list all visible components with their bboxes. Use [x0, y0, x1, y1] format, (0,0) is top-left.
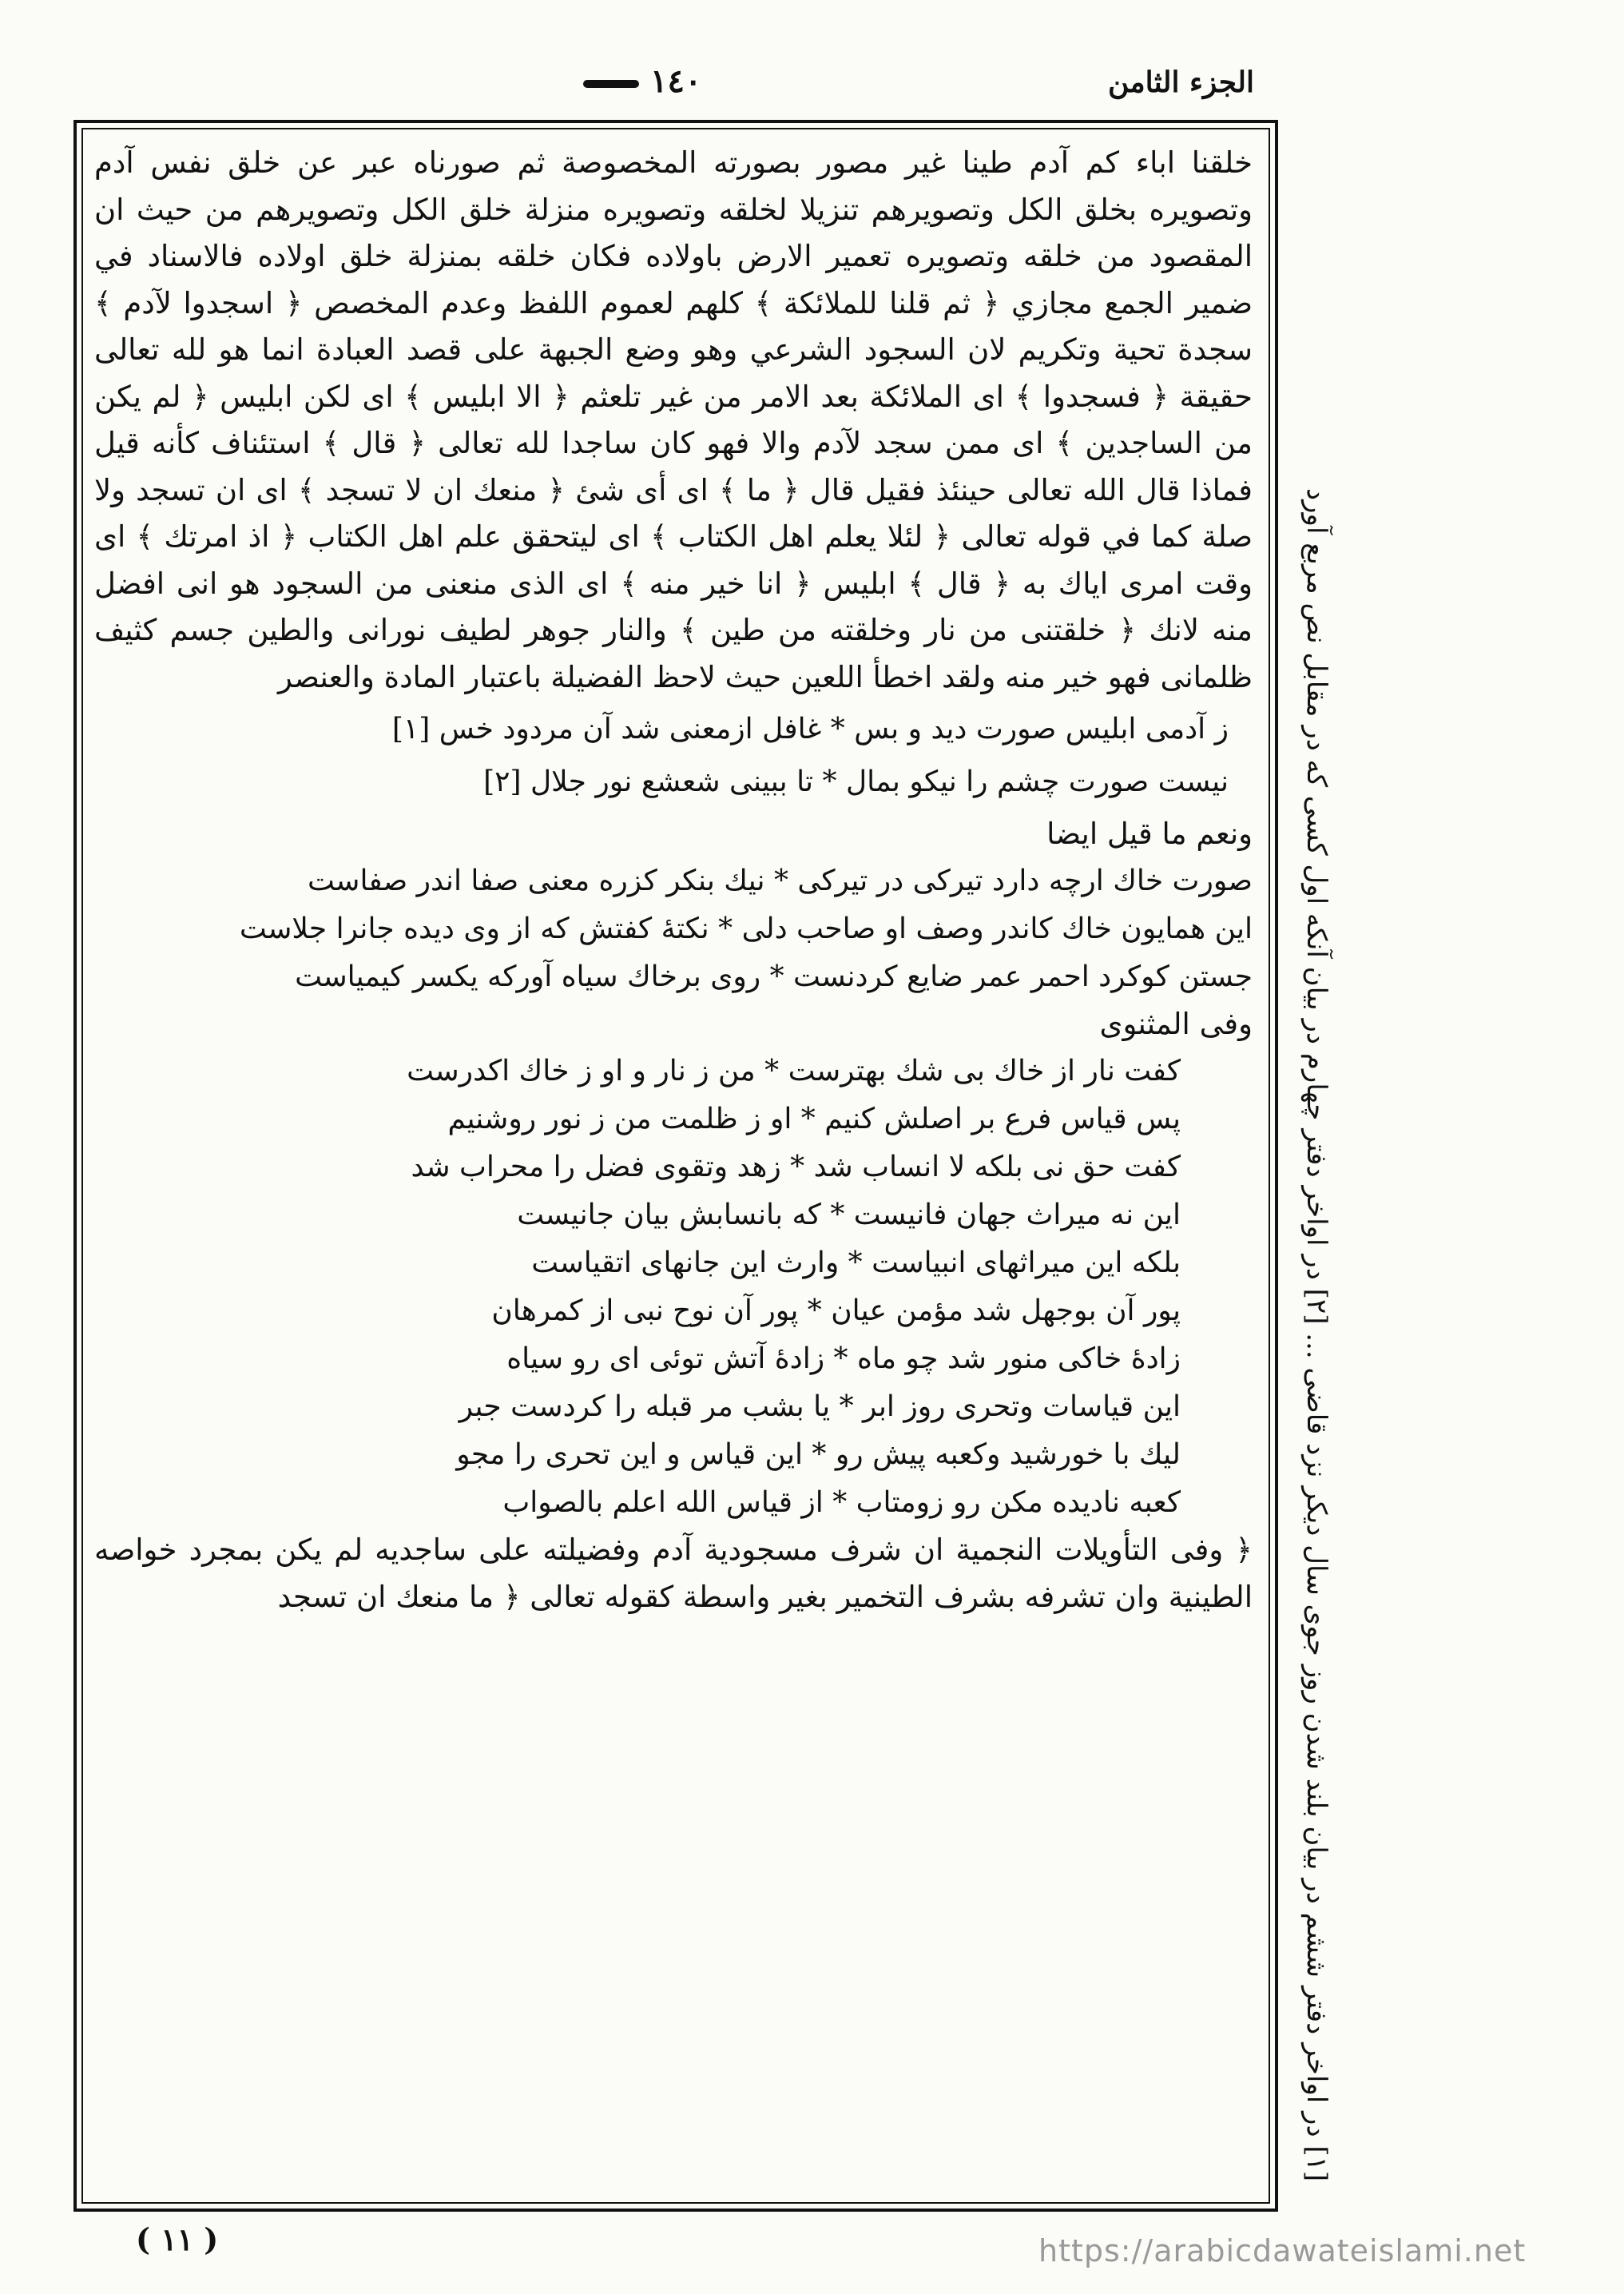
- verse-line: جستن كوكرد احمر عمر ضايع كردنست * روى برخاك سياه آوركه يكسر كيمياست: [295, 960, 1253, 993]
- page-header: [104, 56, 1254, 112]
- verse-line: اين همايون خاك كاندر وصف او صاحب دلى * نكتهٔ كفتش كه از وى ديده جانرا جلاست: [239, 912, 1253, 945]
- verse-line: ليك با خورشيد وكعبه پيش رو * اين قياس و اين تحرى را مجو: [456, 1438, 1181, 1471]
- label-mathnawi: وفى المثنوى: [1099, 1007, 1253, 1041]
- verse-line: كفت حق نى بلكه لا انساب شد * زهد وتقوى فضل را محراب شد: [411, 1151, 1181, 1183]
- verse-line: پس قياس فرع بر اصلش كنيم * او ز ظلمت من ز نور روشنيم: [447, 1103, 1181, 1135]
- verse-line: بلكه اين ميراثهاى انبياست * وارث اين جانهاى اتقياست: [531, 1246, 1181, 1279]
- verses-block-b: [94, 1048, 1253, 1527]
- verse-line: كفت نار از خاك بى شك بهترست * من ز نار و او ز خاك اكدرست: [407, 1055, 1181, 1087]
- verse-line: پور آن بوجهل شد مؤمن عيان * پور آن نوح نبى از كمرهان: [491, 1294, 1181, 1327]
- verse-line: صورت خاك ارچه دارد تيركى در تيركى * نيك بنكر كزره معنى صفا اندر صفاست: [307, 865, 1253, 897]
- verse-line: اين قياسات وتحرى روز ابر * يا بشب مر قبله را كردست جبر: [459, 1390, 1181, 1423]
- persian-verse-2: نيست صورت چشم را نيكو بمال * تا ببينى شعشع نور جلال [٢]: [483, 765, 1229, 798]
- signature-mark: ( ١١ ): [136, 2221, 219, 2257]
- main-text-column: [94, 140, 1253, 2189]
- verse-line: كعبه ناديده مكن رو زومتاب * از قياس الله اعلم بالصواب: [502, 1486, 1181, 1519]
- part-label: الجزء الثامن: [1107, 66, 1254, 99]
- persian-verse-1: ز آدمى ابليس صورت ديد و بس * غافل ازمعنى شد آن مردود خس [١]: [391, 713, 1229, 745]
- verse-line: زادهٔ خاكى منور شد چو ماه * زادهٔ آتش توئى اى رو سياه: [506, 1342, 1181, 1375]
- margin-notes: [١] در اواخر دفتر ششم در بيان بلند شدن روز جوى سال ديكر نزد قاضى ... [٢] در اواخر دفتر چهارم در بيان آنكه اول كسى كه در مقابل نص مربع آورد: [1300, 487, 1332, 2181]
- verse-line: اين نه ميراث جهان فانيست * كه بانسابش بيان جانيست: [517, 1199, 1181, 1231]
- watermark-link: https://arabicdawateislami.net: [1038, 2233, 1527, 2268]
- paragraph-1: خلقنا اباء كم آدم طينا غير مصور بصورته المخصوصة ثم صورناه عبر عن خلق نفس آدم وتصويره بخلق الكل وتصويرهم تنزيلا لخلقه وتصويره منزلة خلق الكل وتصويرهم من حيث ان المقصود من خلقه وتصويره تعمير الارض باولاده فكان خلقه بمنزلة خلق اولاده فالاسناد في ضمير الجمع مجازي ﴿ ثم قلنا للملائكة ﴾ كلهم لعموم اللفظ وعدم المخصص ﴿ اسجدوا لآدم ﴾ سجدة تحية وتكريم لان السجود الشرعي وهو وضع الجبهة على قصد العبادة انما هو لله تعالى حقيقة ﴿ فسجدوا ﴾ اى الملائكة بعد الامر من غير تلعثم ﴿ الا ابليس ﴾ اى لكن ابليس ﴿ لم يكن من الساجدين ﴾ اى ممن سجد لآدم والا فهو كان ساجدا لله تعالى ﴿ قال ﴾ استئناف كأنه قيل فماذا قال الله تعالى حينئذ فقيل قال ﴿ ما ﴾ اى أى شئ ﴿ منعك ان لا تسجد ﴾ اى ان تسجد ولا صلة كما في قوله تعالى ﴿ لئلا يعلم اهل الكتاب ﴾ اى ليتحقق علم اهل الكتاب ﴿ اذ امرتك ﴾ اى وقت امرى اياك به ﴿ قال ﴾ ابليس ﴿ انا خير منه ﴾ اى الذى منعنى من السجود هو انى افضل منه لانك ﴿ خلقتنى من نار وخلقته من طين ﴾ والنار جوهر لطيف نورانى والطين جسم كثيف ظلمانى فهو خير منه ولقد اخطأ اللعين حيث لاحظ الفضيلة باعتبار المادة والعنصر: [94, 145, 1253, 694]
- paragraph-2: ﴿ وفى التأويلات النجمية ان شرف مسجودية آدم وفضيلته على ساجديه لم يكن بمجرد خواصه الطينية وان تشرفه بشرف التخمير بغير واسطة كقوله تعالى ﴿ ما منعك ان تسجد: [94, 1533, 1253, 1614]
- label-nima-qila: ونعم ما قيل ايضا: [1046, 817, 1253, 851]
- verses-block-a: [94, 857, 1253, 1001]
- page-number: ١٤٠: [583, 62, 701, 100]
